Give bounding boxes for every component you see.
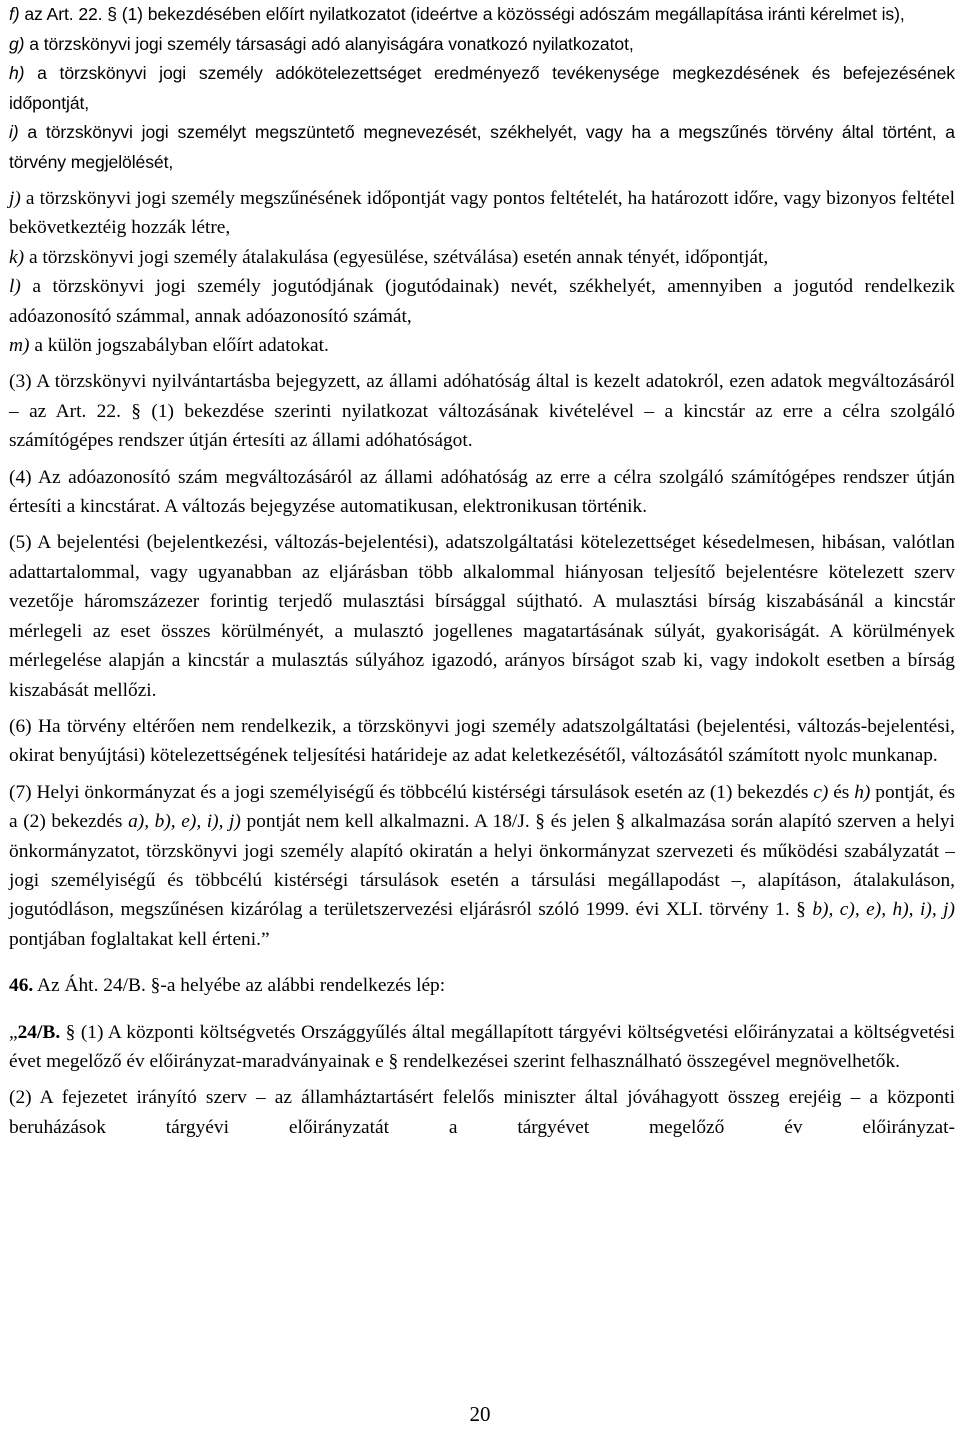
p7-text: pontját, és a (2) bekezdés [9,781,955,833]
list-item-l [9,272,955,331]
list-item-j [9,184,955,243]
section-text: Az Áht. 24/B. §-a helyébe az alábbi rendelkezés lép: [33,975,446,997]
section-24b-paragraph-2: (2) A fejezetet irányító szerv – az államháztartásért felelős miniszter által jóváhagyott összeg erejéig – a központi beruházások tárgyévi előirányzatát a tárgyévet megelőző év előirányzat- [9,1087,955,1138]
list-letter: i) [9,122,19,142]
paragraph-4: (4) Az adóazonosító szám megváltozásáról az állami adóhatóság az erre a célra szolgáló számítógépes rendszer útján értesíti a kincstárat. A változás bejegyzése automatikusan, elektronikusan történik. [9,466,955,518]
paragraph-3: (3) A törzskönyvi nyilvántartásba bejegyzett, az állami adóhatóság által is kezelt adatokról, ezen adatok megváltozásáról – az Art. 22. § (1) bekezdése szerinti nyilatkozat változásának kivételével – a kincstár az erre a célra szolgáló számítógépes rendszer útján értesíti az állami adóhatóságot. [9,371,955,452]
list-item-text: a törzskönyvi jogi személy adókötelezettséget eredményező tevékenysége megkezdésének és befejezésének időpontját, [9,63,955,113]
list-letter: h) [9,63,25,83]
list-letter: m) [9,335,30,357]
p7-text: pontját nem kell alkalmazni. A 18/J. § és jelen § alkalmazása során alapító szerven a helyi önkormányzatot, törzskönyvi jogi személy alapító okiratán a helyi önkormányzat szervezeti és működési szabályzatát – jogi személyiségű és többcélú kistérségi társulások esetén a társulási megállapodást –, alapításon, átalakuláson, jogutódláson, megszűnésen kizárólag a területszervezési eljárásról szóló 1999. évi XLI. törvény 1. § [9,811,955,921]
document-page [9,0,955,1142]
list-item-text: a törzskönyvi jogi személy társasági adó alanyiságára vonatkozó nyilatkozatot, [29,33,634,54]
list-item-m [9,331,955,360]
section-text: § (1) A központi költségvetés Országgyűlés által megállapított tárgyévi költségvetési előirányzatai a költségvetési évet megelőző év előirányzat-maradványainak e § rendelkezései szerint felhasználható összegével megnövelhetők. [9,1021,955,1072]
p7-ref: h) [854,781,871,803]
opening-quote: „ [9,1021,18,1043]
lettered-list-continued [9,184,955,1142]
section-number: 46. [9,975,34,997]
list-item-text: az Art. 22. § (1) bekezdésében előírt nyilatkozatot (ideértve a közösségi adószám megállapítása iránti kérelmet is), [24,4,905,24]
list-letter: g) [9,33,25,54]
p7-ref: b), c), e), h), i), j) [812,899,955,921]
list-item-g [9,30,955,60]
p7-text: pontjában foglaltakat kell érteni.” [9,928,270,950]
list-letter: j) [9,188,21,209]
p7-text: (7) Helyi önkormányzat és a jogi személyiségű és többcélú kistérségi társulások esetén az (1) bekezdés [9,781,814,803]
p7-ref: c) [813,781,829,803]
section-46 [9,971,955,1000]
list-letter: k) [9,246,25,268]
paragraph-6: (6) Ha törvény eltérően nem rendelkezik, a törzskönyvi jogi személy adatszolgáltatási (bejelentési, változás-bejelentési, okirat benyújtási) kötelezettségének teljesítési határideje az adat keletkezésétől, változásától számított nyolc munkanap. [9,715,955,767]
list-item-k [9,243,955,272]
list-item-f [9,0,955,30]
list-item-text: a törzskönyvi jogi személy átalakulása (egyesülése, szétválása) esetén annak tényét, időpontját, [28,246,769,268]
section-number: 24/B. [17,1021,61,1043]
page-number: 20 [469,1402,491,1426]
lettered-list [9,0,955,177]
list-letter: l) [9,276,21,298]
list-item-text: a törzskönyvi jogi személyt megszüntető megnevezését, székhelyét, vagy ha a megszűnés törvény által történt, a törvény megjelölését, [9,122,955,172]
paragraph-5: (5) A bejelentési (bejelentkezési, változás-bejelentési), adatszolgáltatási kötelezettséget késedelmesen, hibásan, valótlan adattartalommal, vagy ugyanabban az eljárásban több alkalommal hiányosan teljesítő bejelentésre kötelezett szerv vezetője háromszázezer forintig terjedő mulasztási bírsággal sújtható. A mulasztási bírság kiszabásánál a kincstár mérlegeli az eset összes körülményét, a mulasztó jogellenes magatartásának súlyát, gyakoriságát. A körülmények mérlegelése alapján a kincstár a mulasztás súlyához igazodó, arányos bírságot szab ki, vagy indokolt esetben a bírság kiszabását mellőzi. [9,532,955,701]
list-item-text: a külön jogszabályban előírt adatokat. [34,335,329,357]
list-item-h [9,59,955,118]
section-24b [9,1018,955,1077]
p7-ref: a), b), e), i), j) [128,811,241,833]
p7-text: és [828,781,855,803]
list-item-i [9,118,955,177]
paragraph-7 [9,778,955,954]
list-letter: f) [9,4,20,24]
list-item-text: a törzskönyvi jogi személy megszűnésének időpontját vagy pontos feltételét, ha határozott időre, vagy bizonyos feltétel bekövetkeztéig hozzák létre, [9,188,955,239]
list-item-text: a törzskönyvi jogi személy jogutódjának (jogutódainak) nevét, székhelyét, amennyiben a jogutód rendelkezik adóazonosító számmal, annak adóazonosító számát, [9,276,955,327]
